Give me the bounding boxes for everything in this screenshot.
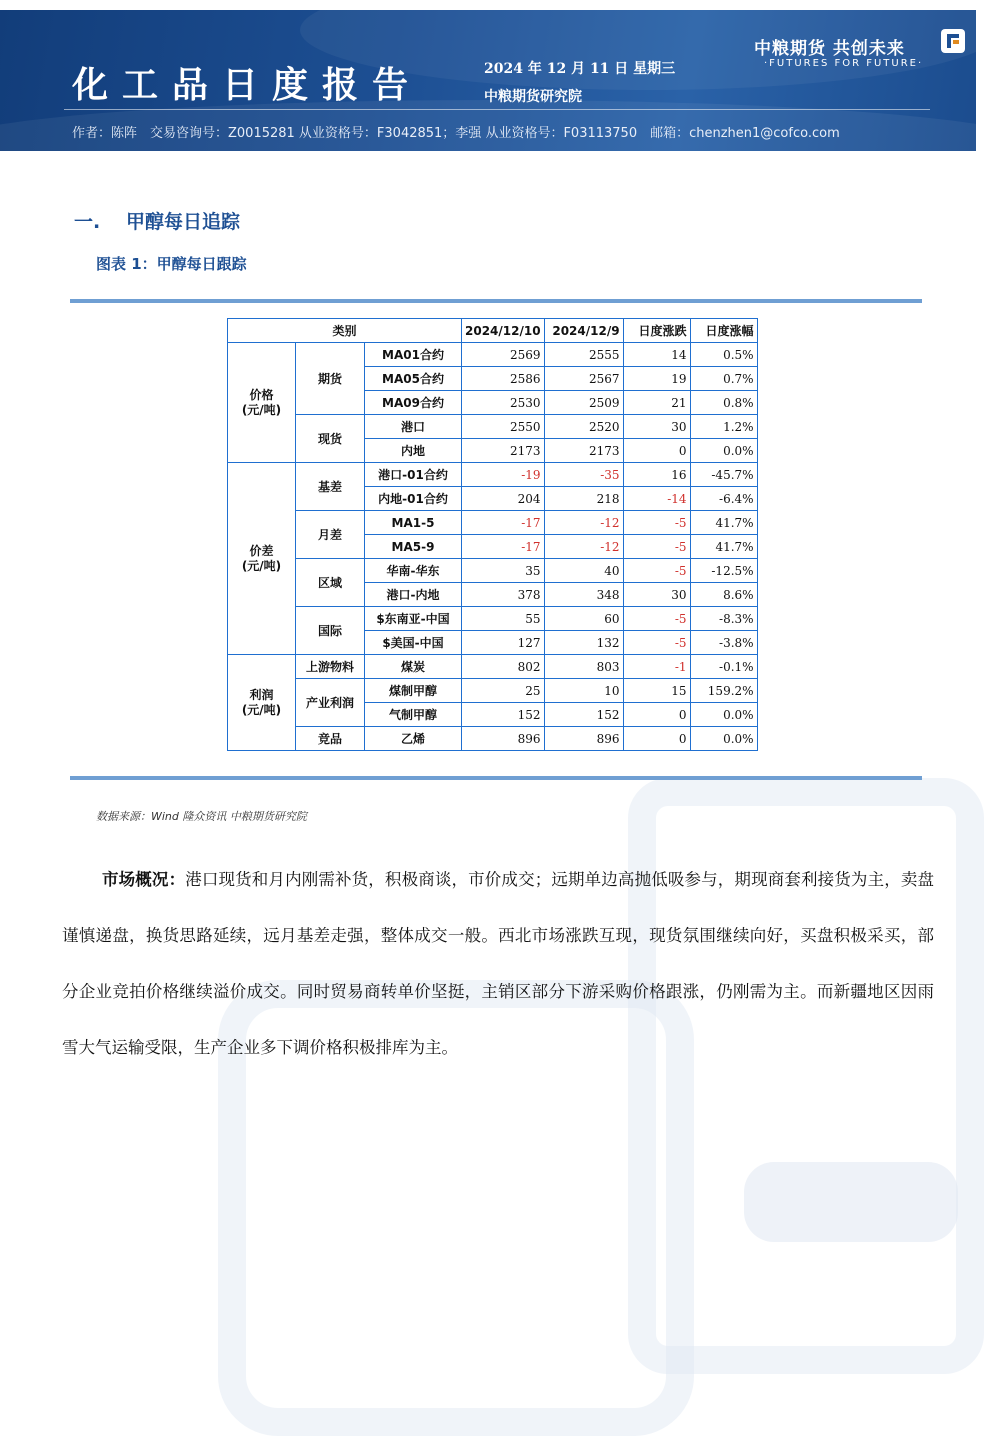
row-value-2: 218 bbox=[544, 487, 623, 511]
row-value-1: 55 bbox=[462, 607, 545, 631]
data-source: 数据来源：Wind 隆众资讯 中粮期货研究院 bbox=[96, 810, 307, 823]
row-item: 气制甲醇 bbox=[365, 703, 462, 727]
section-number: 一. bbox=[74, 211, 101, 233]
row-change: 16 bbox=[623, 463, 690, 487]
row-item: $东南亚-中国 bbox=[365, 607, 462, 631]
row-item: 煤炭 bbox=[365, 655, 462, 679]
row-item: 内地-01合约 bbox=[365, 487, 462, 511]
row-value-2: 10 bbox=[544, 679, 623, 703]
report-date: 2024 年 12 月 11 日 星期三 bbox=[484, 61, 676, 77]
row-value-1: 35 bbox=[462, 559, 545, 583]
banner-divider bbox=[64, 109, 930, 110]
background-decoration-block bbox=[744, 1162, 958, 1242]
row-pct: -8.3% bbox=[690, 607, 757, 631]
row-pct: 41.7% bbox=[690, 535, 757, 559]
row-value-1: 152 bbox=[462, 703, 545, 727]
table-row bbox=[228, 463, 758, 487]
market-overview bbox=[62, 852, 934, 1076]
row-item: 乙烯 bbox=[365, 727, 462, 751]
table-row bbox=[228, 343, 758, 367]
row-value-2: 348 bbox=[544, 583, 623, 607]
header-banner bbox=[0, 10, 976, 151]
group-spread: 价差 (元/吨) bbox=[228, 463, 296, 655]
row-value-1: -17 bbox=[462, 535, 545, 559]
row-change: -5 bbox=[623, 607, 690, 631]
logo-slogan: ·FUTURES FOR FUTURE· bbox=[764, 58, 924, 69]
logo-text: 中粮期货 共创未来 bbox=[754, 39, 905, 59]
table-row bbox=[228, 727, 758, 751]
row-change: -5 bbox=[623, 559, 690, 583]
row-change: 30 bbox=[623, 415, 690, 439]
header-daily-pct: 日度涨幅 bbox=[690, 319, 757, 343]
table-row bbox=[228, 607, 758, 631]
row-value-2: 2509 bbox=[544, 391, 623, 415]
row-change: -1 bbox=[623, 655, 690, 679]
row-pct: -12.5% bbox=[690, 559, 757, 583]
row-value-2: 132 bbox=[544, 631, 623, 655]
row-item: 内地 bbox=[365, 439, 462, 463]
author-info: 作者：陈阵 交易咨询号：Z0015281 从业资格号：F3042851；李强 从业资格号：F03113750 邮箱：chenzhen1@cofco.com bbox=[72, 126, 840, 141]
section-heading bbox=[74, 207, 240, 234]
row-value-1: 25 bbox=[462, 679, 545, 703]
figure-title: 图表 1：甲醇每日跟踪 bbox=[96, 255, 247, 273]
table-row bbox=[228, 415, 758, 439]
row-value-2: 803 bbox=[544, 655, 623, 679]
row-value-2: 40 bbox=[544, 559, 623, 583]
report-org: 中粮期货研究院 bbox=[484, 89, 582, 105]
table-row bbox=[228, 511, 758, 535]
row-change: 15 bbox=[623, 679, 690, 703]
header-daily-change: 日度涨跌 bbox=[623, 319, 690, 343]
row-value-1: 2586 bbox=[462, 367, 545, 391]
row-value-2: 2520 bbox=[544, 415, 623, 439]
row-value-1: 204 bbox=[462, 487, 545, 511]
market-overview-text: 港口现货和月内刚需补货，积极商谈，市价成交；远期单边高抛低吸参与，期现商套利接货为主，卖盘谨慎递盘，换货思路延续，远月基差走强，整体成交一般。西北市场涨跌互现，现货氛围继续向好，买盘积极采买，部分企业竞拍价格继续溢价成交。同时贸易商转单价坚挺，主销区部分下游采购价格跟涨，仍刚需为主。而新疆地区因雨雪大气运输受限，生产企业多下调价格积极排库为主。 bbox=[62, 870, 935, 1057]
row-value-1: 896 bbox=[462, 727, 545, 751]
header-date-2: 2024/12/9 bbox=[544, 319, 623, 343]
row-pct: 0.8% bbox=[690, 391, 757, 415]
row-change: -5 bbox=[623, 511, 690, 535]
subgroup-futures: 期货 bbox=[296, 343, 365, 415]
row-value-1: 2530 bbox=[462, 391, 545, 415]
row-value-2: 2555 bbox=[544, 343, 623, 367]
row-pct: -0.1% bbox=[690, 655, 757, 679]
row-change: 21 bbox=[623, 391, 690, 415]
row-pct: 1.2% bbox=[690, 415, 757, 439]
row-item: 港口 bbox=[365, 415, 462, 439]
row-value-2: -12 bbox=[544, 511, 623, 535]
subgroup-spot: 现货 bbox=[296, 415, 365, 463]
table-bottom-rule bbox=[70, 776, 922, 780]
row-value-1: 2173 bbox=[462, 439, 545, 463]
row-item: MA09合约 bbox=[365, 391, 462, 415]
row-item: 煤制甲醇 bbox=[365, 679, 462, 703]
row-value-2: 152 bbox=[544, 703, 623, 727]
row-pct: 0.5% bbox=[690, 343, 757, 367]
row-pct: 0.0% bbox=[690, 439, 757, 463]
row-pct: -45.7% bbox=[690, 463, 757, 487]
row-pct: 159.2% bbox=[690, 679, 757, 703]
row-change: 0 bbox=[623, 727, 690, 751]
row-pct: 0.0% bbox=[690, 703, 757, 727]
row-item: MA01合约 bbox=[365, 343, 462, 367]
row-item: MA5-9 bbox=[365, 535, 462, 559]
table-row bbox=[228, 679, 758, 703]
subgroup-industry-profit: 产业利润 bbox=[296, 679, 365, 727]
row-item: 华南-华东 bbox=[365, 559, 462, 583]
subgroup-basis: 基差 bbox=[296, 463, 365, 511]
row-value-1: -17 bbox=[462, 511, 545, 535]
table-row bbox=[228, 559, 758, 583]
row-value-2: 2567 bbox=[544, 367, 623, 391]
row-change: 30 bbox=[623, 583, 690, 607]
row-value-2: 896 bbox=[544, 727, 623, 751]
methanol-tracking-table bbox=[227, 318, 758, 751]
row-value-2: -35 bbox=[544, 463, 623, 487]
group-price: 价格 (元/吨) bbox=[228, 343, 296, 463]
row-value-1: 378 bbox=[462, 583, 545, 607]
row-value-2: 60 bbox=[544, 607, 623, 631]
row-pct: 41.7% bbox=[690, 511, 757, 535]
row-value-1: 2550 bbox=[462, 415, 545, 439]
subgroup-competitor: 竞品 bbox=[296, 727, 365, 751]
row-item: 港口-内地 bbox=[365, 583, 462, 607]
row-change: 19 bbox=[623, 367, 690, 391]
row-item: 港口-01合约 bbox=[365, 463, 462, 487]
row-change: 14 bbox=[623, 343, 690, 367]
row-pct: -3.8% bbox=[690, 631, 757, 655]
row-value-1: 802 bbox=[462, 655, 545, 679]
row-item: $美国-中国 bbox=[365, 631, 462, 655]
row-change: -5 bbox=[623, 631, 690, 655]
row-item: MA1-5 bbox=[365, 511, 462, 535]
row-pct: -6.4% bbox=[690, 487, 757, 511]
header-category: 类别 bbox=[228, 319, 462, 343]
table-row bbox=[228, 655, 758, 679]
row-change: -14 bbox=[623, 487, 690, 511]
row-value-2: -12 bbox=[544, 535, 623, 559]
subgroup-international: 国际 bbox=[296, 607, 365, 655]
row-value-1: 2569 bbox=[462, 343, 545, 367]
table-header-row bbox=[228, 319, 758, 343]
subgroup-region: 区域 bbox=[296, 559, 365, 607]
section-title-text: 甲醇每日追踪 bbox=[126, 211, 241, 233]
row-value-1: 127 bbox=[462, 631, 545, 655]
row-pct: 0.7% bbox=[690, 367, 757, 391]
row-pct: 0.0% bbox=[690, 727, 757, 751]
logo-icon bbox=[940, 28, 966, 54]
row-item: MA05合约 bbox=[365, 367, 462, 391]
subgroup-upstream: 上游物料 bbox=[296, 655, 365, 679]
report-title: 化工品日度报告 bbox=[72, 64, 423, 106]
row-change: -5 bbox=[623, 535, 690, 559]
market-overview-label: 市场概况： bbox=[102, 870, 186, 889]
row-change: 0 bbox=[623, 703, 690, 727]
group-profit: 利润 (元/吨) bbox=[228, 655, 296, 751]
row-value-2: 2173 bbox=[544, 439, 623, 463]
subgroup-month-spread: 月差 bbox=[296, 511, 365, 559]
row-value-1: -19 bbox=[462, 463, 545, 487]
row-pct: 8.6% bbox=[690, 583, 757, 607]
table-top-rule bbox=[70, 299, 922, 303]
header-date-1: 2024/12/10 bbox=[462, 319, 545, 343]
row-change: 0 bbox=[623, 439, 690, 463]
